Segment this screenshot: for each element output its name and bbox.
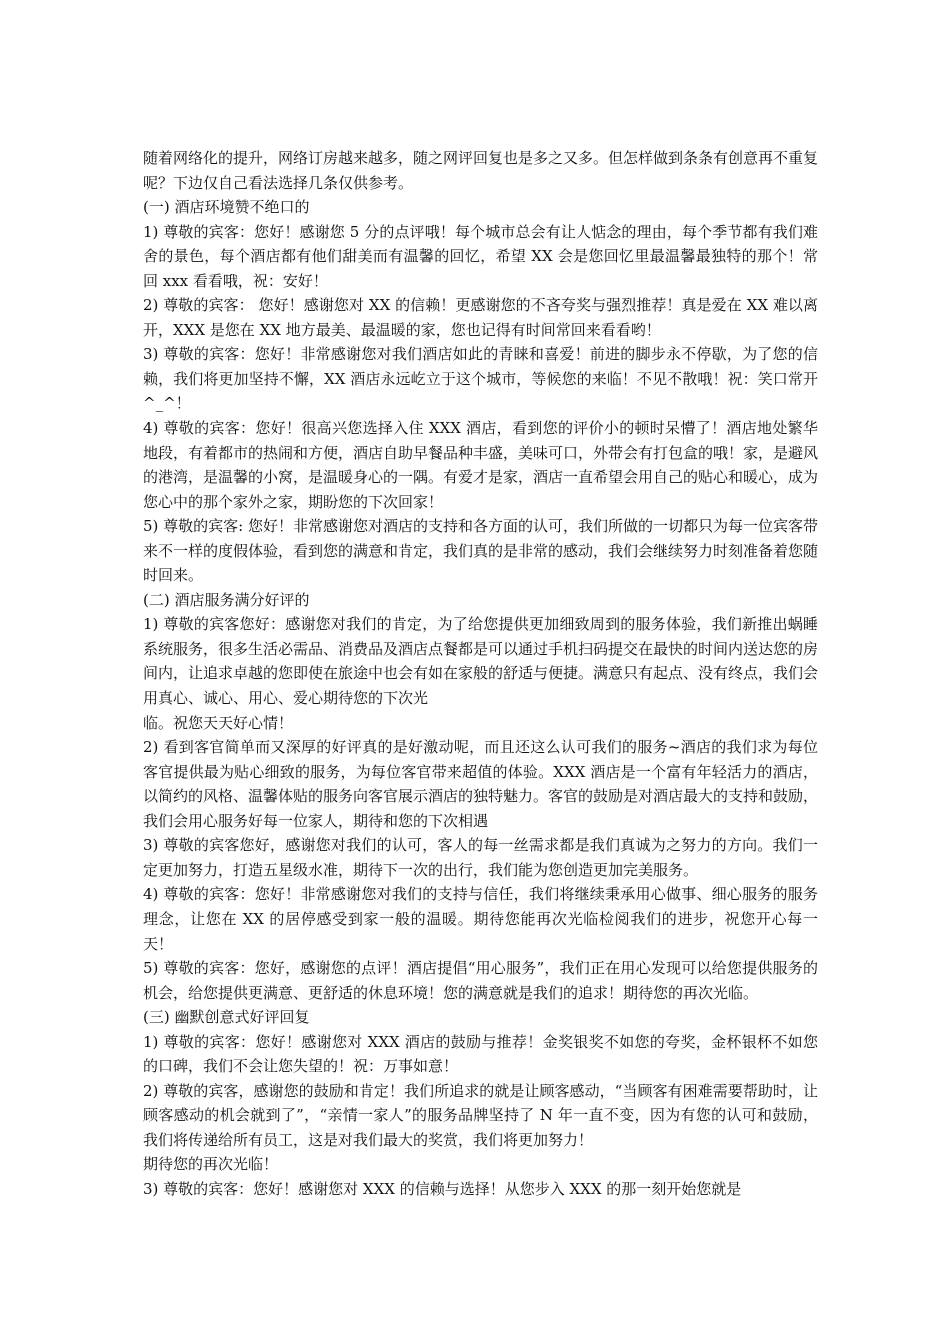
reply-1-2: 2) 尊敬的宾客： 您好！感谢您对 XX 的信赖！更感谢您的不吝夸奖与强烈推荐！真是爱在 XX 难以离开，XXX 是您在 XX 地方最美、最温暖的家，您也记得有时间常回来看看哟！	[143, 296, 818, 339]
reply-1-4: 4) 尊敬的宾客：您好！很高兴您选择入住 XXX 酒店，看到您的评价小的顿时呆懵了！酒店地处繁华地段，有着都市的热闹和方便，酒店自助早餐品种丰盛，美味可口，外带会有打包盒的哦！家，是避风的港湾，是温馨的小窝，是温暖身心的一隅。有爱才是家，酒店一直希望会用自己的贴心和暖心，成为您心中的那个家外之家，期盼您的下次回家！	[143, 419, 819, 511]
document-body	[143, 146, 818, 1202]
reply-3-3: 3) 尊敬的宾客：您好！感谢您对 XXX 的信赖与选择！从您步入 XXX 的那一刻开始您就是	[143, 1179, 742, 1198]
reply-2-3: 3) 尊敬的宾客您好，感谢您对我们的认可，客人的每一丝需求都是我们真诚为之努力的方向。我们一定更加努力，打造五星级水准，期待下一次的出行，我们能为您创造更加完美服务。	[143, 836, 818, 879]
reply-3-2: 2) 尊敬的宾客，感谢您的鼓励和肯定！我们所追求的就是让顾客感动，“当顾客有困难需要帮助时，让顾客感动的机会就到了”，“亲情一家人”的服务品牌坚持了 N 年一直不变，因为有您的认可和鼓励，我们将传递给所有员工，这是对我们最大的奖赏，我们将更加努力！	[143, 1081, 818, 1149]
reply-2-2: 2) 看到客官简单而又深厚的好评真的是好激动呢，而且还这么认可我们的服务~酒店的我们求为每位客官提供最为贴心细致的服务，为每位客官带来超值的体验。XXX 酒店是一个富有年轻活力的酒店，以简约的风格、温馨体贴的服务向客官展示酒店的独特魅力。客官的鼓励是对酒店最大的支持和鼓励，我们会用心服务好每一位家人，期待和您的下次相遇	[143, 738, 819, 830]
reply-2-5: 5) 尊敬的宾客：您好，感谢您的点评！酒店提倡“用心服务”，我们正在用心发现可以给您提供服务的机会，给您提供更满意、更舒适的休息环境！您的满意就是我们的追求！期待您的再次光临。	[143, 959, 818, 1002]
section-heading-2: (二) 酒店服务满分好评的	[143, 590, 310, 609]
reply-3-1: 1) 尊敬的宾客：您好！感谢您对 XXX 酒店的鼓励与推荐！金奖银奖不如您的夸奖，金杯银杯不如您的口碑，我们不会让您失望的！祝：万事如意！	[143, 1032, 818, 1076]
reply-2-1-continued: 临。祝您天天好心情！	[143, 713, 294, 732]
reply-3-2-continued: 期待您的再次光临！	[143, 1155, 279, 1174]
reply-2-4: 4) 尊敬的宾客：您好！非常感谢您对我们的支持与信任，我们将继续秉承用心做事、细心服务的服务理念，让您在 XX 的居停感受到家一般的温暖。期待您能再次光临检阅我们的进步，祝您开心每一天！	[143, 885, 818, 953]
reply-1-1: 1) 尊敬的宾客：您好！感谢您 5 分的点评哦！每个城市总会有让人惦念的理由，每个季节都有我们难舍的景色，每个酒店都有他们甜美而有温馨的回忆，希望 XX 会是您回忆里最温馨最独特的那个！常回 xxx 看看哦，祝：安好！	[143, 222, 818, 290]
reply-1-5: 5) 尊敬的宾客: 您好！非常感谢您对酒店的支持和各方面的认可，我们所做的一切都只为每一位宾客带来不一样的度假体验，看到您的满意和肯定，我们真的是非常的感动，我们会继续努力时刻准备着您随时回来。	[143, 517, 819, 585]
section-heading-3: (三) 幽默创意式好评回复	[143, 1008, 310, 1027]
intro-paragraph: 随着网络化的提升，网络订房越来越多，随之网评回复也是多之又多。但怎样做到条条有创意再不重复呢？下边仅自己看法选择几条仅供参考。	[143, 149, 819, 192]
section-heading-1: (一) 酒店环境赞不绝口的	[143, 198, 310, 217]
reply-1-3: 3) 尊敬的宾客：您好！非常感谢您对我们酒店如此的青睐和喜爱！前进的脚步永不停歇，为了您的信赖，我们将更加坚持不懈，XX 酒店永远屹立于这个城市，等候您的来临！不见不散哦！祝：笑口常开^_^！	[143, 345, 818, 413]
reply-2-1: 1) 尊敬的宾客您好：感谢您对我们的肯定，为了给您提供更加细致周到的服务体验，我们新推出蜗睡系统服务，很多生活必需品、消费品及酒店点餐都是可以通过手机扫码提交在最快的时间内送达您的房间内，让追求卓越的您即使在旅途中也会有如在家般的舒适与便捷。满意只有起点、没有终点，我们会用真心、诚心、用心、爱心期待您的下次光	[143, 615, 819, 708]
